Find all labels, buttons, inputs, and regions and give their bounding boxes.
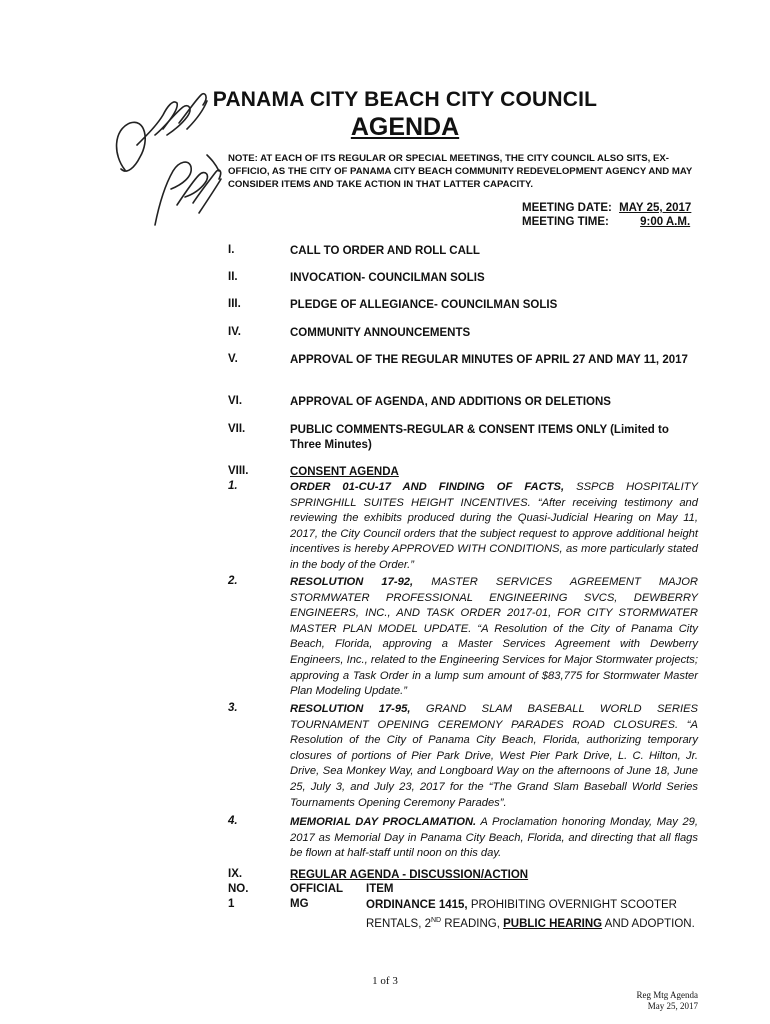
agenda-item: INVOCATION- COUNCILMAN SOLIS [290,272,485,284]
consent-entry-lead: RESOLUTION 17-92, [290,576,414,588]
consent-entry [290,702,698,811]
meeting-time-label: MEETING TIME: [522,216,609,228]
item-number: III. [228,298,241,310]
ordinance-sup: ND [430,917,442,924]
regular-col-official: OFFICIAL [290,883,344,895]
agenda-item: APPROVAL OF THE REGULAR MINUTES OF APRIL 27 AND MAY 11, 2017 [290,354,688,366]
consent-entry-body: A Proclamation honoring Monday, May 29, 2017 as Memorial Day in Panama City Beach, Florida, and directing that all flags be flown at half-staff until noon on this day. [290,816,698,860]
ordinance-desc: PROHIBITING OVERNIGHT SCOOTER RENTALS, 2 [366,899,677,930]
meeting-date-label: MEETING DATE: [522,202,612,214]
item-number: VI. [228,395,243,407]
regular-row-item [366,898,696,932]
consent-entry [290,480,698,574]
consent-entry-lead: RESOLUTION 17-95, [290,703,411,715]
footer-line-1: Reg Mtg Agenda [636,990,698,1000]
regular-number: IX. [228,868,243,880]
item-number: VII. [228,423,246,435]
council-title: PANAMA CITY BEACH CITY COUNCIL [212,88,598,111]
footer-line-2: May 25, 2017 [647,1001,698,1011]
consent-number: VIII. [228,465,249,477]
agenda-item: PLEDGE OF ALLEGIANCE- COUNCILMAN SOLIS [290,299,558,311]
consent-entry-number: 3. [228,702,238,714]
regular-col-no: NO. [228,883,249,895]
regular-heading: REGULAR AGENDA - DISCUSSION/ACTION [290,869,529,881]
consent-entry [290,575,698,700]
consent-heading: CONSENT AGENDA [290,466,399,478]
meeting-time [522,216,690,228]
agenda-item: COMMUNITY ANNOUNCEMENTS [290,327,471,339]
meeting-date-value: MAY 25, 2017 [619,202,692,214]
item-number: I. [228,244,235,256]
public-hearing: PUBLIC HEARING [503,917,603,930]
regular-row-number: 1 [228,898,235,910]
consent-entry [290,815,698,862]
consent-entry-body: MASTER SERVICES AGREEMENT MAJOR STORMWATER PROFESSIONAL ENGINEERING SVCS, DEWBERRY ENGINEERS, INC., AND TASK ORDER 2017-01, FOR CITY STORMWATER MASTER PLAN MODEL UPDATE. “A Resolution of the City of Panama City Beach, Florida, approving a Master Services Agreement with Dewberry Engineers, Inc., related to the Engineering Services for Major Stormwater projects; approving a Task Order in a lump sum amount of $83,775 for Stormwater Master Plan Modeling Update.” [290,576,699,698]
consent-entry-lead: MEMORIAL DAY PROCLAMATION. [290,816,477,828]
item-number: II. [228,271,238,283]
consent-entry-body: SSPCB HOSPITALITY SPRINGHILL SUITES HEIGHT INCENTIVES. “After receiving testimony and reviewing the exhibits produced during the Quasi-Judicial Hearing on May 11, 2017, the City Council orders that the subject request to approve additional height incentives is hereby APPROVED WITH CONDITIONS, as more particularly stated in the body of the Order.” [290,481,698,571]
item-number: V. [228,353,238,365]
council-note: NOTE: AT EACH OF ITS REGULAR OR SPECIAL MEETINGS, THE CITY COUNCIL ALSO SITS, EX-OFFICIO, AS THE CITY OF PANAMA CITY BEACH COMMUNITY REDEVELOPMENT AGENCY AND MAY CONSIDER ITEMS AND TAKE ACTION IN THAT LATTER CAPACITY. [228,153,693,190]
ordinance-reading: READING, [441,917,504,930]
regular-row-official: MG [290,898,309,910]
consent-entry-number: 4. [228,815,238,827]
page-number: 1 of 3 [372,975,398,987]
consent-entry-body: GRAND SLAM BASEBALL WORLD SERIES TOURNAMENT OPENING CEREMONY PARADES ROAD CLOSURES. “A Resolution of the City of Panama City Beach, Florida, authorizing temporary closures of portions of Pier Park Drive, West Pier Park Drive, L. C. Hilton, Jr. Drive, Sea Monkey Way, and Longboard Way on the afternoons of June 18, June 25, July 3, and July 23, 2017 for the “The Grand Slam Baseball World Series Tournaments Opening Ceremony Parades”. [290,703,698,809]
ordinance-title: ORDINANCE 1415, [366,899,468,911]
meeting-date [522,202,691,214]
ordinance-adoption: AND ADOPTION. [602,917,695,930]
agenda-item: PUBLIC COMMENTS-REGULAR & CONSENT ITEMS ONLY (Limited to Three Minutes) [290,424,669,451]
item-number: IV. [228,326,242,338]
agenda-item: APPROVAL OF AGENDA, AND ADDITIONS OR DELETIONS [290,396,611,408]
consent-entry-lead: ORDER 01-CU-17 AND FINDING OF FACTS, [290,481,565,493]
consent-entry-number: 2. [228,575,238,587]
footer-meta [600,990,698,1012]
agenda-title: AGENDA [350,113,460,141]
meeting-time-value: 9:00 A.M. [640,216,691,228]
agenda-item: CALL TO ORDER AND ROLL CALL [290,245,480,257]
regular-col-item: ITEM [366,883,394,895]
consent-entry-number: 1. [228,480,238,492]
